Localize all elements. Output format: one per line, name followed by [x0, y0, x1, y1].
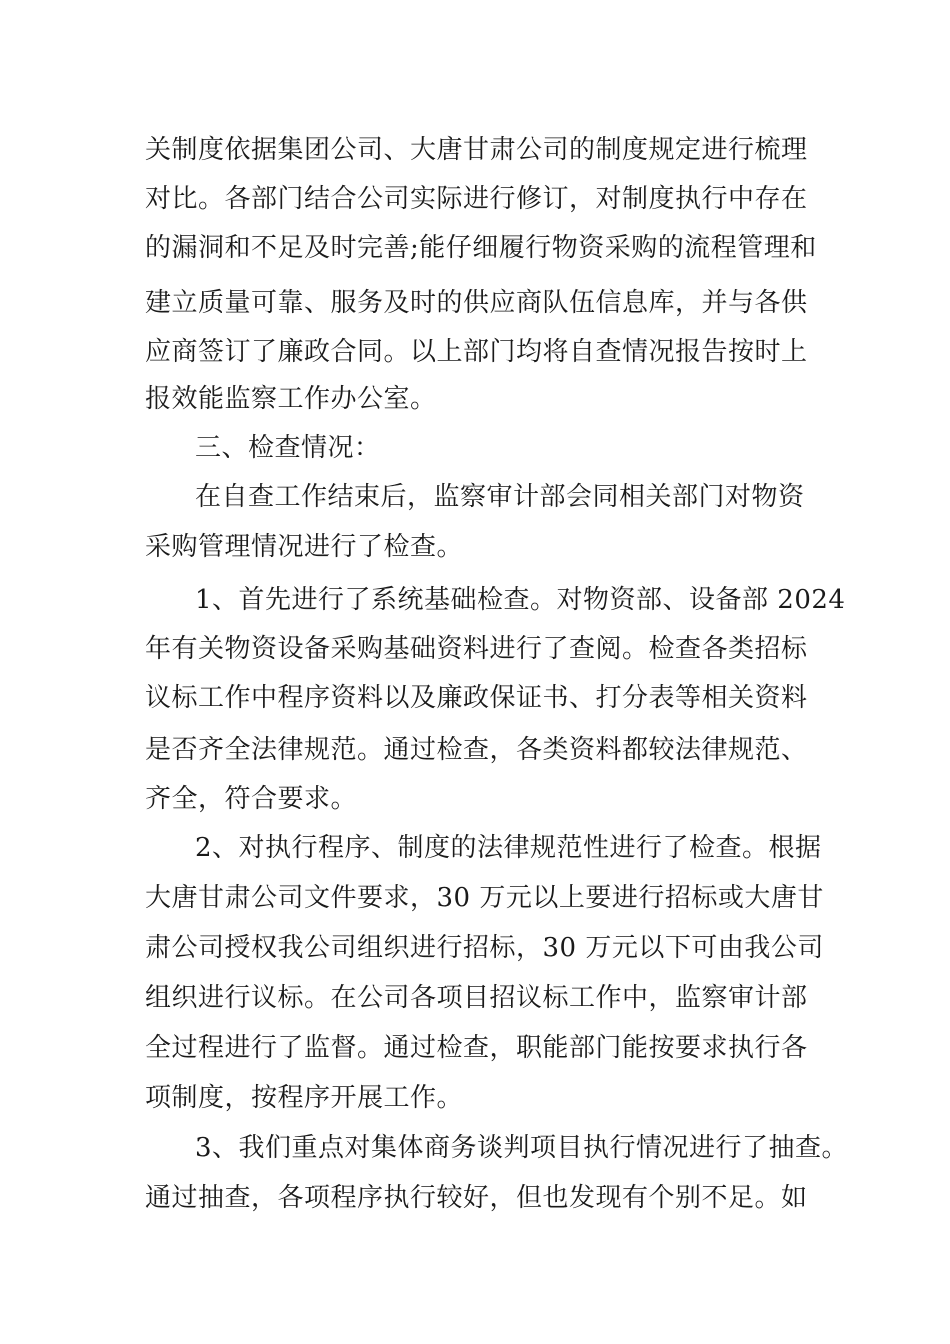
text-line: 肃公司授权我公司组织进行招标，30 万元以下可由我公司	[145, 933, 824, 963]
text-line: 2、对执行程序、制度的法律规范性进行了检查。根据	[195, 833, 822, 863]
text-line: 全过程进行了监督。通过检查，职能部门能按要求执行各	[145, 1033, 808, 1063]
text-line: 是否齐全法律规范。通过检查，各类资料都较法律规范、	[145, 735, 808, 765]
text-line: 年有关物资设备采购基础资料进行了查阅。检查各类招标	[145, 634, 808, 664]
text-line: 组织进行议标。在公司各项目招议标工作中，监察审计部	[145, 983, 808, 1013]
text-line: 报效能监察工作办公室。	[145, 384, 437, 414]
text-line: 通过抽查，各项程序执行较好，但也发现有个别不足。如	[145, 1183, 808, 1213]
text-line: 关制度依据集团公司、大唐甘肃公司的制度规定进行梳理	[145, 135, 808, 165]
text-line: 在自查工作结束后，监察审计部会同相关部门对物资	[195, 482, 805, 512]
text-line: 大唐甘肃公司文件要求，30 万元以上要进行招标或大唐甘	[145, 883, 824, 913]
text-line: 3、我们重点对集体商务谈判项目执行情况进行了抽查。	[195, 1133, 849, 1163]
text-line: 对比。各部门结合公司实际进行修订，对制度执行中存在	[145, 184, 808, 214]
text-line: 建立质量可靠、服务及时的供应商队伍信息库，并与各供	[145, 288, 808, 318]
text-line: 项制度，按程序开展工作。	[145, 1083, 464, 1113]
text-line: 应商签订了廉政合同。以上部门均将自查情况报告按时上	[145, 337, 808, 367]
text-line: 1、首先进行了系统基础检查。对物资部、设备部 2024	[195, 585, 846, 615]
text-line: 的漏洞和不足及时完善;能仔细履行物资采购的流程管理和	[145, 233, 817, 263]
section-heading: 三、检查情况：	[195, 433, 381, 463]
text-line: 采购管理情况进行了检查。	[145, 532, 464, 562]
text-line: 齐全，符合要求。	[145, 784, 358, 814]
text-line: 议标工作中程序资料以及廉政保证书、打分表等相关资料	[145, 683, 808, 713]
